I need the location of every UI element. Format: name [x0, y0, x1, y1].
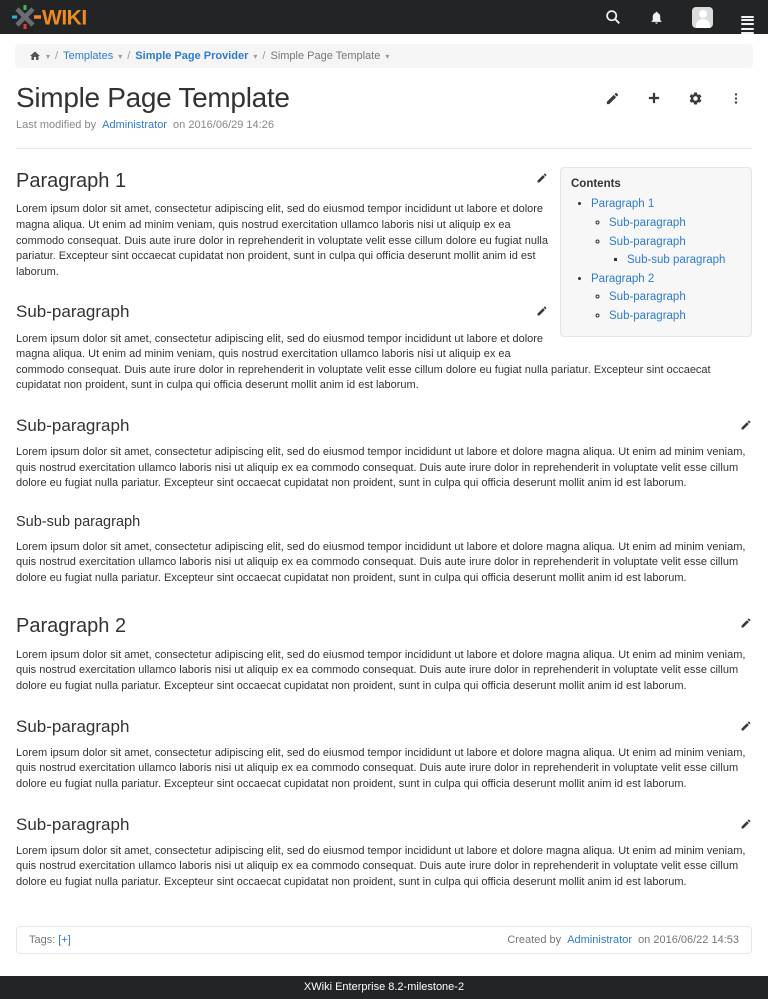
hamburger-menu-icon[interactable] [739, 12, 756, 23]
section-title: Sub-paragraph [16, 814, 130, 834]
edit-section-icon[interactable] [740, 617, 752, 632]
section-title: Paragraph 2 [16, 615, 127, 638]
created-user-link[interactable]: Administrator [567, 934, 632, 947]
more-actions-kebab-icon[interactable] [720, 86, 752, 111]
breadcrumb-separator: / [127, 50, 131, 62]
edit-section-icon[interactable] [536, 172, 548, 187]
create-page-button[interactable] [637, 85, 671, 111]
toc-link-sub-paragraph[interactable]: Sub-paragraph [609, 291, 686, 304]
tags-label: Tags: [29, 934, 56, 947]
document-content [16, 167, 752, 904]
edit-section-icon[interactable] [740, 720, 752, 735]
created-prefix: Created by [507, 934, 562, 947]
section-title: Paragraph 1 [16, 170, 127, 192]
caret-down-icon[interactable]: ▾ [385, 51, 390, 61]
modified-date: on 2016/06/29 14:26 [173, 119, 274, 131]
section-title: Sub-paragraph [16, 716, 130, 736]
settings-gear-icon[interactable] [679, 86, 712, 111]
edit-section-icon[interactable] [740, 818, 752, 833]
page-actions [596, 85, 752, 111]
title-divider [16, 148, 752, 149]
page-title: Simple Page Template [16, 82, 290, 113]
edit-page-button[interactable] [596, 86, 629, 111]
last-modified-line [16, 119, 752, 131]
toc-link-paragraph-1[interactable]: Paragraph 1 [591, 198, 655, 211]
xwiki-logo[interactable] [12, 5, 100, 29]
toc-link-sub-paragraph[interactable]: Sub-paragraph [609, 216, 686, 229]
home-icon[interactable] [29, 50, 41, 62]
add-tag-button[interactable]: [+] [58, 934, 71, 947]
section-paragraph: Lorem ipsum dolor sit amet, consectetur adipiscing elit, sed do eiusmod tempor incididunt ut labore et dolore magna aliqua. Ut enim ad minim veniam, quis nostrud exercitation ullamco laboris nisi ut aliquip ex ea commodo consequat. Duis aute irure dolor in reprehenderit in voluptate velit esse cillum dolore eu fugiat nulla pariatur. Excepteur sint occaecat cupidatat non proident, sunt in culpa qui officia deserunt mollit anim id est laborum. [16, 844, 746, 888]
section-heading [16, 414, 752, 438]
notifications-bell-icon[interactable] [647, 8, 666, 27]
breadcrumb-current-page: Simple Page Template [270, 50, 381, 62]
section-heading [16, 512, 752, 533]
xwiki-logo-icon [12, 5, 100, 29]
search-icon[interactable] [603, 7, 623, 27]
toc-link-sub-sub-paragraph[interactable]: Sub-sub paragraph [627, 254, 726, 267]
version-footer [0, 976, 768, 999]
section-heading [16, 813, 752, 837]
section-title: Sub-sub paragraph [16, 513, 141, 530]
user-avatar[interactable] [690, 5, 715, 30]
breadcrumb-link-templates[interactable]: Templates [63, 50, 114, 62]
top-navbar [0, 0, 768, 34]
toc-link-sub-paragraph[interactable]: Sub-paragraph [609, 310, 686, 323]
section-paragraph: Lorem ipsum dolor sit amet, consectetur adipiscing elit, sed do eiusmod tempor incididunt ut labore et dolore magna aliqua. Ut enim ad minim veniam, quis nostrud exercitation ullamco laboris nisi ut aliquip ex ea commodo consequat. Duis aute irure dolor in reprehenderit in voluptate velit esse cillum dolore eu fugiat nulla pariatur. Excepteur sint occaecat cupidatat non proident, sunt in culpa qui officia deserunt mollit anim id est laborum. [16, 332, 711, 392]
section-title: Sub-paragraph [16, 416, 130, 435]
document-footer [16, 926, 752, 954]
caret-down-icon[interactable]: ▾ [253, 51, 258, 61]
breadcrumb-link-simple-page-provider[interactable]: Simple Page Provider [135, 50, 249, 62]
caret-down-icon[interactable]: ▾ [46, 51, 51, 61]
section-title: Sub-paragraph [16, 302, 130, 322]
edit-section-icon[interactable] [740, 419, 752, 434]
section-paragraph: Lorem ipsum dolor sit amet, consectetur adipiscing elit, sed do eiusmod tempor incididunt ut labore et dolore magna aliqua. Ut enim ad minim veniam, quis nostrud exercitation ullamco laboris nisi ut aliquip ex ea commodo consequat. Duis aute irure dolor in reprehenderit in voluptate velit esse cillum dolore eu fugiat nulla pariatur. Excepteur sint occaecat cupidatat non proident, sunt in culpa qui officia deserunt mollit anim id est laborum. [16, 203, 548, 278]
breadcrumb-separator: / [262, 50, 266, 62]
modified-user-link[interactable]: Administrator [102, 119, 167, 131]
section-paragraph: Lorem ipsum dolor sit amet, consectetur adipiscing elit, sed do eiusmod tempor incididunt ut labore et dolore magna aliqua. Ut enim ad minim veniam, quis nostrud exercitation ullamco laboris nisi ut aliquip ex ea commodo consequat. Duis aute irure dolor in reprehenderit in voluptate velit esse cillum dolore eu fugiat nulla pariatur. Excepteur sint occaecat cupidatat non proident, sunt in culpa qui officia deserunt mollit anim id est laborum. [16, 446, 746, 490]
toc-title: Contents [571, 178, 621, 190]
breadcrumb-separator: / [55, 50, 59, 62]
avatar-image [692, 7, 713, 28]
caret-down-icon[interactable]: ▾ [118, 51, 123, 61]
toc-link-paragraph-2[interactable]: Paragraph 2 [591, 272, 655, 285]
section-paragraph: Lorem ipsum dolor sit amet, consectetur adipiscing elit, sed do eiusmod tempor incididunt ut labore et dolore magna aliqua. Ut enim ad minim veniam, quis nostrud exercitation ullamco laboris nisi ut aliquip ex ea commodo consequat. Duis aute irure dolor in reprehenderit in voluptate velit esse cillum dolore eu fugiat nulla pariatur. Excepteur sint occaecat cupidatat non proident, sunt in culpa qui officia deserunt mollit anim id est laborum. [16, 746, 746, 790]
section-paragraph: Lorem ipsum dolor sit amet, consectetur adipiscing elit, sed do eiusmod tempor incididunt ut labore et dolore magna aliqua. Ut enim ad minim veniam, quis nostrud exercitation ullamco laboris nisi ut aliquip ex ea commodo consequat. Duis aute irure dolor in reprehenderit in voluptate velit esse cillum dolore eu fugiat nulla pariatur. Excepteur sint occaecat cupidatat non proident, sunt in culpa qui officia deserunt mollit anim id est laborum. [16, 648, 746, 692]
section-paragraph: Lorem ipsum dolor sit amet, consectetur adipiscing elit, sed do eiusmod tempor incididunt ut labore et dolore magna aliqua. Ut enim ad minim veniam, quis nostrud exercitation ullamco laboris nisi ut aliquip ex ea commodo consequat. Duis aute irure dolor in reprehenderit in voluptate velit esse cillum dolore eu fugiat nulla pariatur. Excepteur sint occaecat cupidatat non proident, sunt in culpa qui officia deserunt mollit anim id est laborum. [16, 540, 746, 584]
logo-wordmark: WIKI [42, 6, 87, 29]
section-heading [16, 612, 752, 640]
table-of-contents-panel [560, 167, 752, 337]
breadcrumb [15, 44, 753, 68]
version-text: XWiki Enterprise 8.2-milestone-2 [303, 981, 465, 994]
created-date: on 2016/06/22 14:53 [638, 934, 739, 947]
created-line [507, 934, 739, 946]
modified-prefix: Last modified by [16, 119, 97, 131]
edit-section-icon[interactable] [536, 305, 548, 320]
toc-link-sub-paragraph[interactable]: Sub-paragraph [609, 235, 686, 248]
section-heading [16, 715, 752, 739]
